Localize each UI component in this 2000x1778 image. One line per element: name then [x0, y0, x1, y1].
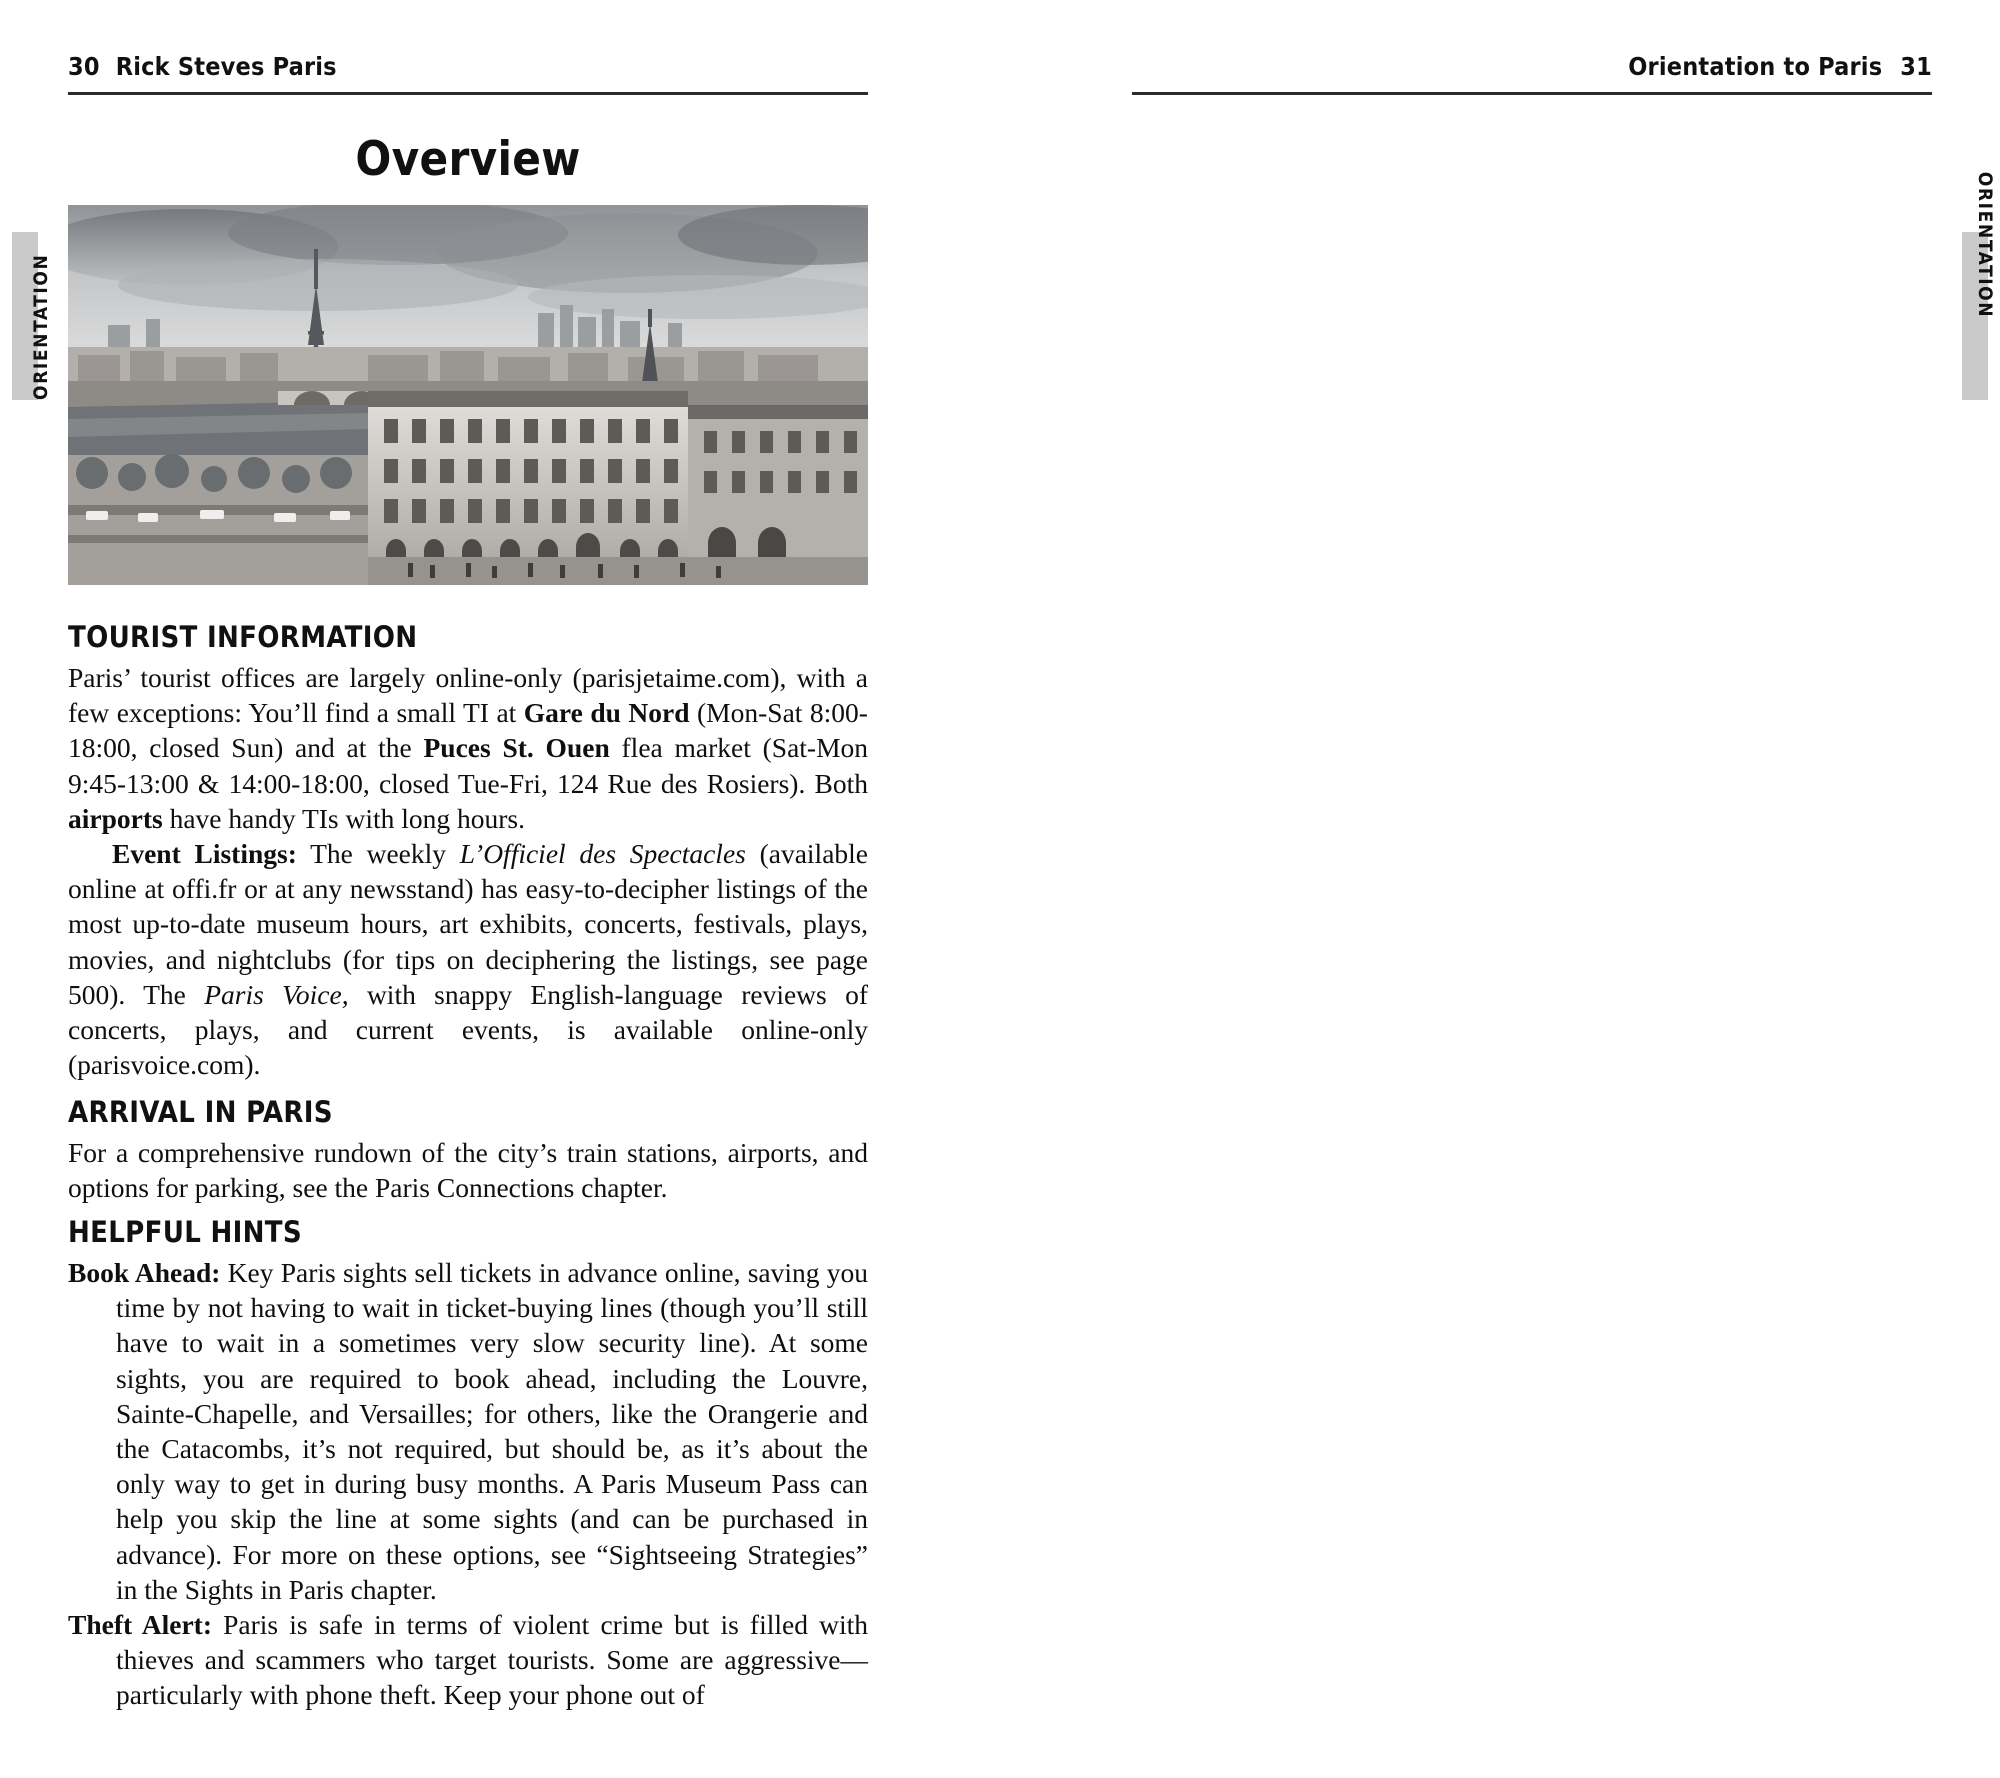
right-page: [1000, 0, 2000, 1778]
header-rule-left: [68, 92, 868, 95]
paris-skyline-photo: [68, 205, 868, 585]
section-helpful-hints: [68, 1215, 868, 1713]
header-rule-right: [1132, 92, 1932, 95]
hint-book-ahead: Book Ahead: Key Paris sights sell tickets in advance online, saving you time by not having to wait in ticket-buying lines (though you’ll still have to wait in a sometimes very slow security line). At some sights, you are required to book ahead, including the Louvre, Sainte-Chapelle, and Versailles; for others, like the Orangerie and the Catacombs, it’s not required, but should be, as it’s about the only way to get in during busy months. A Paris Museum Pass can help you skip the line at some sights (and can be purchased in advance). For more on these options, see “Sightseeing Strategies” in the Sights in Paris chapter.: [68, 1257, 868, 1605]
folio-left: 30: [68, 52, 100, 81]
side-tab-label-right: ORIENTATION: [1973, 171, 1996, 319]
paragraph-arrival-1: For a comprehensive rundown of the city’s train stations, airports, and options for parking, see the Paris Connections chapter.: [68, 1137, 868, 1204]
heading-helpful-hints: HELPFUL HINTS: [68, 1215, 302, 1249]
hint-theft-alert: Theft Alert: Paris is safe in terms of violent crime but is filled with thieves and scammers who target tourists. Some are aggressive—particularly with phone theft. Keep your phone out of: [68, 1609, 868, 1711]
chapter-title: Orientation to Paris: [1628, 52, 1883, 81]
running-head-left: [68, 52, 337, 81]
running-head-right: [1628, 52, 1932, 81]
paragraph-ti-2: Event Listings: The weekly L’Officiel des Spectacles (available online at offi.fr or at any newsstand) has easy-to-decipher listings of the most up-to-date museum hours, art exhibits, concerts, festivals, plays, movies, and nightclubs (for tips on deciphering the listings, see page 500). The Paris Voice, with snappy English-language reviews of concerts, plays, and current events, is available online-only (parisvoice.com).: [68, 838, 868, 1081]
heading-tourist-information: TOURIST INFORMATION: [68, 620, 418, 654]
heading-arrival-in-paris: ARRIVAL IN PARIS: [68, 1095, 333, 1129]
paragraph-ti-1: Paris’ tourist offices are largely online-only (parisjetaime.com), with a few exceptions: You’ll find a small TI at Gare du Nord (Mon-Sat 8:00-18:00, closed Sun) and at the Puces St. Ouen flea market (Sat-Mon 9:45-13:00 & 14:00-18:00, closed Tue-Fri, 124 Rue des Rosiers). Both airports have handy TIs with long hours.: [68, 662, 869, 834]
book-title: Rick Steves Paris: [115, 52, 337, 81]
page-title: Overview: [355, 132, 581, 187]
section-tourist-information: [68, 620, 868, 1082]
folio-right: 31: [1900, 52, 1932, 81]
side-tab-label-left: ORIENTATION: [30, 253, 52, 400]
section-arrival-in-paris: [68, 1095, 868, 1205]
